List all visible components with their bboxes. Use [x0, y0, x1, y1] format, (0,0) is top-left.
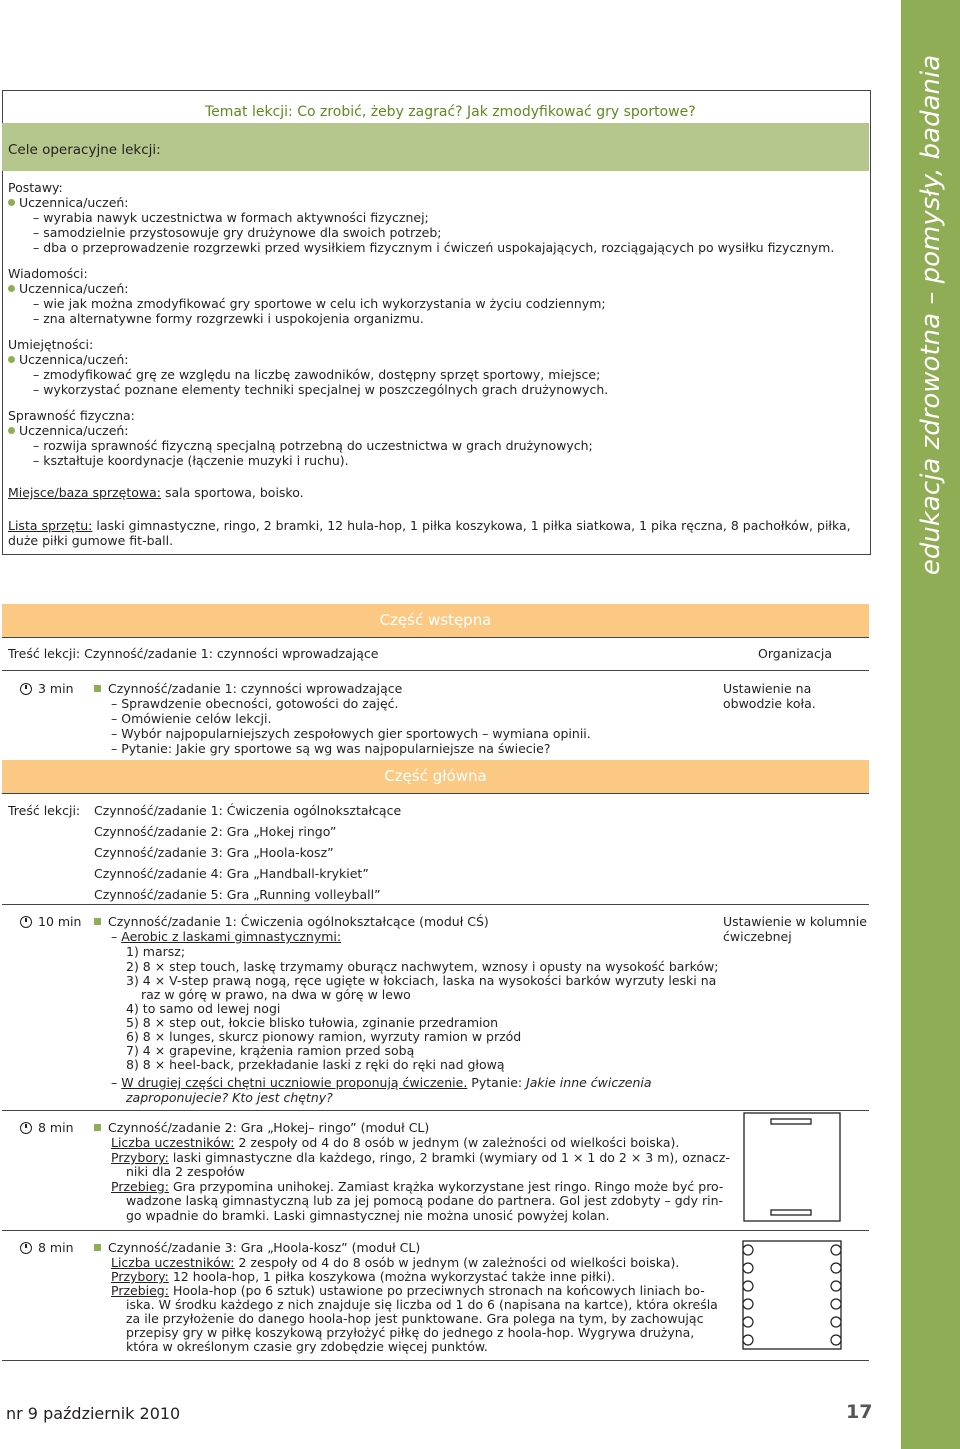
task-title: Czynność/zadanie 2: Gra „Hokej– ringo” (moduł CL): [94, 1120, 429, 1135]
square-bullet-icon: [94, 1244, 101, 1251]
organizacja-label: Organizacja: [758, 646, 832, 661]
task-title: Czynność/zadanie 1: czynności wprowadzające: [94, 681, 402, 696]
section-label: Sprawność fizyczna:: [8, 408, 135, 423]
task1-last-2: zaproponujecie? Kto jest chętny?: [126, 1090, 333, 1105]
wstepna-header: Część wstępna: [2, 604, 869, 637]
clock-icon: [20, 1122, 32, 1134]
step: 3) 4 × V-step prawą nogą, ręce ugięte w łokciach, laska na wysokości barków wyrzuty leski na: [126, 973, 717, 988]
lista-line-2: duże piłki gumowe fit-ball.: [8, 533, 174, 548]
time-8min: 8 min: [20, 1240, 74, 1255]
miejsce-line: Miejsce/baza sprzętowa: sala sportowa, boisko.: [8, 485, 304, 500]
list-item: – Omówienie celów lekcji.: [111, 711, 271, 726]
task1-last: – W drugiej części chętni uczniowie proponują ćwiczenie. Pytanie: Jakie inne ćwiczenia: [111, 1075, 652, 1090]
step: 6) 8 × lunges, skurcz pionowy ramion, wyrzuty ramion w przód: [126, 1029, 522, 1044]
bullet-icon: [8, 427, 15, 434]
clock-icon: [20, 916, 32, 928]
clock-icon: [20, 1242, 32, 1254]
time-3min: 3 min: [20, 681, 74, 696]
time-10min: 10 min: [20, 914, 81, 929]
list-item: – Wybór najpopularniejszych zespołowych gier sportowych – wymiana opinii.: [111, 726, 591, 741]
org-text: Ustawienie w kolumnie: [723, 914, 867, 929]
bullet-icon: [8, 285, 15, 292]
step: 2) 8 × step touch, laskę trzymamy oburącz nachwytem, wznosy i opusty na wysokość barków;: [126, 959, 719, 974]
sidebar-title: edukacja zdrowotna – pomysły, badania: [916, 54, 946, 576]
list-item: – zmodyfikować grę ze względu na liczbę zawodników, dostępny sprzęt sportowy, miejsce;: [33, 367, 600, 382]
section-label: Postawy:: [8, 180, 63, 195]
org-text: Ustawienie na: [723, 681, 812, 696]
list-item: – Pytanie: Jakie gry sportowe są wg was najpopularniejsze na świecie?: [111, 741, 550, 756]
list-item: – wie jak można zmodyfikować gry sportowe w celu ich wykorzystania w życiu codziennym;: [33, 296, 606, 311]
bullet-icon: [8, 356, 15, 363]
square-bullet-icon: [94, 1124, 101, 1131]
tresc-item: Czynność/zadanie 3: Gra „Hoola-kosz”: [94, 845, 334, 860]
hoola-field-diagram: [740, 1240, 846, 1352]
list-item: – samodzielnie przystosowuje gry drużynowe dla swoich potrzeb;: [33, 225, 442, 240]
bullet-icon: [8, 199, 15, 206]
square-bullet-icon: [94, 918, 101, 925]
step: 7) 4 × grapevine, krążenia ramion przed sobą: [126, 1043, 415, 1058]
step: raz w górę w prawo, na dwa w górę w lewo: [141, 987, 411, 1002]
glowna-header: Część główna: [2, 760, 869, 793]
list-item: – kształtuje koordynacje (łączenie muzyki i ruchu).: [33, 453, 349, 468]
tresc-item: Czynność/zadanie 1: Ćwiczenia ogólnokształcące: [94, 803, 402, 818]
issue-label: nr 9 październik 2010: [6, 1404, 181, 1423]
page-number: 17: [846, 1401, 873, 1423]
step: 8) 8 × heel-back, przekładanie laski z ręki do ręki nad głową: [126, 1057, 505, 1072]
objectives-label: Cele operacyjne lekcji:: [8, 142, 161, 158]
glowna-tresc-label: Treść lekcji:: [8, 803, 81, 818]
lesson-title: Temat lekcji: Co zrobić, żeby zagrać? Jak zmodyfikować gry sportowe?: [205, 104, 696, 120]
hockey-field-diagram: [743, 1112, 841, 1222]
list-item: – rozwija sprawność fizyczną specjalną potrzebną do uczestnictwa w grach drużynowych;: [33, 438, 593, 453]
tresc-item: Czynność/zadanie 5: Gra „Running volleyball”: [94, 887, 381, 902]
square-bullet-icon: [94, 685, 101, 692]
aerobic-label: – Aerobic z laskami gimnastycznymi:: [111, 929, 341, 944]
time-8min: 8 min: [20, 1120, 74, 1135]
list-item: – zna alternatywne formy rozgrzewki i uspokojenia organizmu.: [33, 311, 424, 326]
step: 4) to samo od lewej nogi: [126, 1001, 281, 1016]
sidebar-banner: [901, 0, 960, 1449]
section-label: Umiejętności:: [8, 337, 94, 352]
section-label: Wiadomości:: [8, 266, 88, 281]
lista-line: Lista sprzętu: laski gimnastyczne, ringo, 2 bramki, 12 hula-hop, 1 piłka koszykowa, 1 piłka siatkowa, 1 pika ręczna, 8 pachołków, piłka,: [8, 518, 851, 533]
step: 1) marsz;: [126, 944, 186, 959]
clock-icon: [20, 683, 32, 695]
task-title: Czynność/zadanie 1: Ćwiczenia ogólnokształcące (moduł CŚ): [94, 914, 489, 929]
org-text: obwodzie koła.: [723, 696, 816, 711]
wstepna-tresc: Treść lekcji: Czynność/zadanie 1: czynności wprowadzające: [8, 646, 379, 661]
org-text: ćwiczebnej: [723, 929, 792, 944]
tresc-item: Czynność/zadanie 2: Gra „Hokej ringo”: [94, 824, 337, 839]
task-title: Czynność/zadanie 3: Gra „Hoola-kosz” (moduł CL): [94, 1240, 420, 1255]
step: 5) 8 × step out, łokcie blisko tułowia, zginanie przedramion: [126, 1015, 499, 1030]
list-item: – wykorzystać poznane elementy techniki specjalnej w poszczególnych grach drużynowych.: [33, 382, 608, 397]
tresc-item: Czynność/zadanie 4: Gra „Handball-krykiet”: [94, 866, 369, 881]
list-item: – Sprawdzenie obecności, gotowości do zajęć.: [111, 696, 399, 711]
list-item: – wyrabia nawyk uczestnictwa w formach aktywności fizycznej;: [33, 210, 429, 225]
list-item: – dba o przeprowadzenie rozgrzewki przed wysiłkiem fizycznym i ćwiczeń uspokajających, rozciągających po wysiłku fizycznym.: [33, 240, 834, 255]
